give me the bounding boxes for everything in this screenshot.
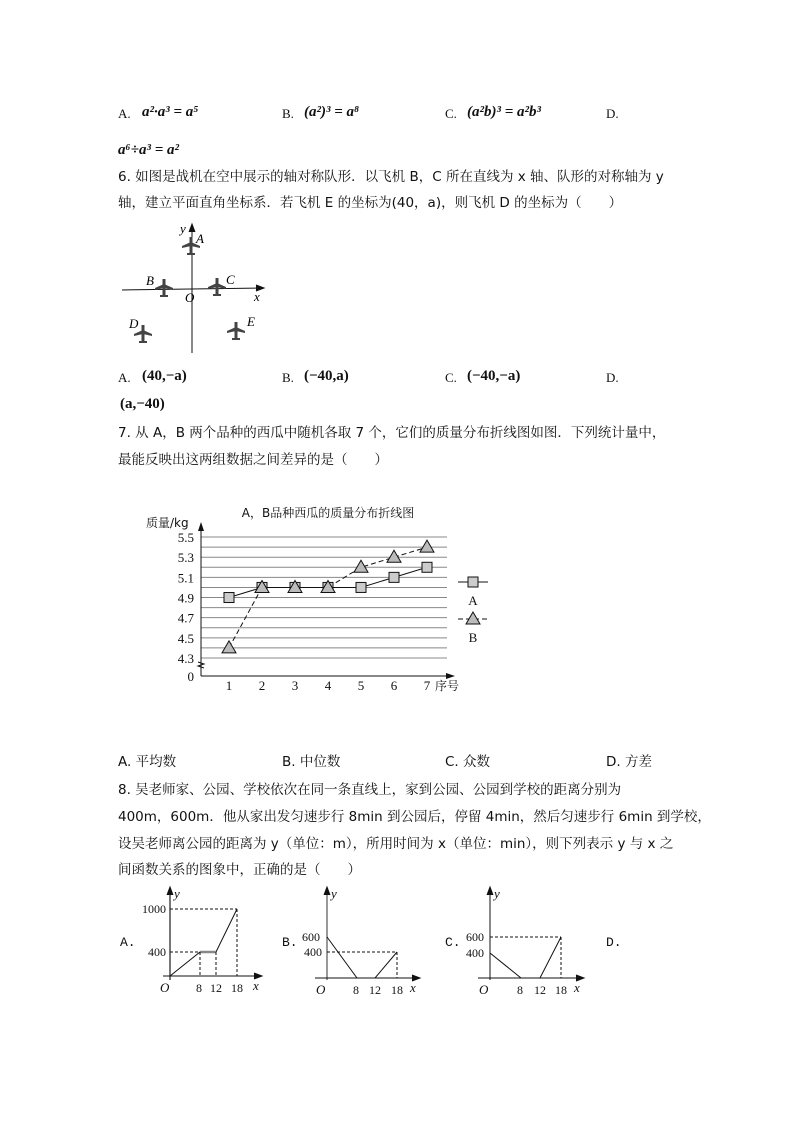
y-tick-label: 5.3 (177, 550, 194, 566)
x-tick-label: 2 (258, 678, 266, 693)
q7-option-a: A. 平均数 (118, 754, 177, 770)
watermelon-chart (146, 505, 488, 693)
fig6-b-label: B (146, 273, 154, 288)
graph-a-origin: O (160, 980, 170, 995)
graph-b-ytick-600: 600 (302, 930, 320, 944)
q6-stem-line1: 6. 如图是战机在空中展示的轴对称队形．以飞机 B，C 所在直线为 x 轴、队形的对称轴为 y (118, 169, 664, 185)
q7-stem-line2: 最能反映出这两组数据之间差异的是（ ） (118, 452, 388, 468)
q6-option-b-expr: (−40,a) (304, 368, 349, 384)
q8-option-c-label: C. (445, 935, 461, 950)
q6-option-d-label: D. (606, 370, 619, 385)
graph-b-xtick-18: 18 (391, 983, 403, 997)
graph-b (315, 887, 420, 981)
plane-c-icon (208, 278, 226, 296)
q5-option-d-label: D. (606, 106, 619, 121)
graph-a-ytick-1000: 1000 (142, 902, 166, 916)
q5-option-c-label: C. (445, 106, 457, 121)
q8-stem-line3: 设吴老师离公园的距离为 y（单位：m），所用时间为 x（单位：min），则下列表示 y 与 x 之 (118, 836, 674, 852)
q5-option-b-label: B. (282, 106, 294, 121)
q6-option-c-label: C. (445, 370, 457, 385)
series-a-point (422, 562, 432, 572)
q5-option-d-expr: a⁶÷a³ = a² (118, 142, 179, 158)
graph-b-ytick-400: 400 (304, 945, 322, 959)
graph-c-ytick-600: 600 (466, 930, 484, 944)
q6-option-c-expr: (−40,−a) (467, 368, 521, 384)
fig6-d-label: D (129, 316, 139, 331)
q8-stem-line1: 8. 吴老师家、公园、学校依次在同一条直线上，家到公园、公园到学校的距离分别为 (118, 782, 622, 798)
fig6-c-label: C (226, 272, 235, 287)
graph-c (478, 887, 584, 981)
x-axis-label: 序号 (435, 679, 460, 693)
y-tick-label: 0 (187, 669, 194, 684)
graph-c-origin: O (479, 982, 489, 997)
q7-stem-line1: 7. 从 A，B 两个品种的西瓜中随机各取 7 个，它们的质量分布折线图如图．下列统计量中， (118, 425, 666, 441)
y-tick-label: 4.5 (177, 630, 194, 646)
axis-break (198, 662, 204, 668)
q6-option-b-label: B. (282, 370, 294, 385)
q8-stem-line2: 400m，600m．他从家出发匀速步行 8min 到公园后，停留 4min，然后匀速步行 6min 到学校， (118, 809, 711, 825)
graph-b-y-label: y (331, 886, 337, 901)
fig6-a-label: A (196, 231, 204, 246)
plane-e-icon (227, 322, 245, 340)
y-tick-label: 5.5 (177, 530, 194, 546)
graph-a-xtick-18: 18 (231, 981, 243, 995)
legend-b-marker (466, 612, 480, 624)
y-tick-label: 4.9 (177, 590, 194, 606)
graph-c-xtick-8: 8 (517, 983, 523, 997)
y-tick-label: 4.7 (177, 610, 194, 626)
graph-a-xtick-12: 12 (210, 981, 222, 995)
q8-option-b-label: B. (282, 935, 298, 950)
graph-c-xtick-12: 12 (534, 983, 546, 997)
y-tick-label: 5.1 (177, 570, 194, 586)
y-tick-label: 4.3 (177, 651, 194, 666)
graph-c-ytick-400: 400 (466, 946, 484, 960)
plane-b-icon (155, 279, 173, 297)
y-axis-label: 质量/kg (146, 516, 189, 530)
series-a-point (356, 582, 366, 592)
series-b-point (222, 641, 236, 653)
q7-option-c: C. 众数 (445, 754, 491, 770)
fig6-y-label: y (180, 221, 186, 236)
x-tick-label: 1 (225, 678, 233, 693)
q6-option-a-expr: (40,−a) (142, 368, 187, 384)
q7-option-d: D. 方差 (606, 754, 652, 770)
graph-c-xtick-18: 18 (555, 983, 567, 997)
legend-a-marker (468, 577, 478, 587)
graph-b-origin: O (316, 982, 326, 997)
legend-b-label: B (468, 630, 478, 645)
q5-option-a-expr: a²·a³ = a⁵ (142, 104, 199, 120)
series-a-point (224, 593, 234, 603)
q6-stem-line2: 轴，建立平面直角坐标系．若飞机 E 的坐标为(40，a)，则飞机 D 的坐标为（ ） (118, 195, 623, 211)
q6-option-a-label: A. (118, 370, 131, 385)
graph-c-x-label: x (574, 980, 580, 995)
q8-stem-line4: 间函数关系的图象中，正确的是（ ） (118, 862, 361, 878)
graph-c-y-label: y (494, 886, 500, 901)
series-a-point (389, 572, 399, 582)
chart-title: A，B品种西瓜的质量分布折线图 (241, 506, 415, 520)
fig6-e-label: E (247, 314, 255, 329)
series-b-point (387, 550, 401, 562)
graph-b-x-label: x (410, 980, 416, 995)
graph-a-y-label: y (174, 886, 180, 901)
x-tick-label: 4 (324, 678, 332, 693)
q5-option-c-expr: (a²b)³ = a²b³ (467, 104, 542, 120)
graph-a-x-label: x (253, 978, 259, 993)
q8-option-d-label: D. (606, 935, 622, 950)
q5-option-a-label: A. (118, 106, 131, 121)
q8-option-a-label: A. (120, 935, 136, 950)
x-tick-label: 7 (423, 678, 431, 693)
graph-a-ytick-400: 400 (148, 945, 166, 959)
fig6-origin-label: O (185, 290, 195, 305)
q5-option-b-expr: (a²)³ = a⁸ (304, 104, 360, 120)
q7-option-b: B. 中位数 (282, 754, 341, 770)
q6-option-d-expr: (a,−40) (120, 396, 165, 412)
graph-b-xtick-12: 12 (369, 983, 381, 997)
legend-a-label: A (468, 593, 478, 608)
x-tick-label: 6 (390, 678, 398, 693)
fig6-x-label: x (254, 289, 260, 304)
graph-b-xtick-8: 8 (353, 983, 359, 997)
series-b-point (420, 540, 434, 552)
graph-a-xtick-8: 8 (196, 981, 202, 995)
x-tick-label: 3 (291, 678, 299, 693)
x-tick-label: 5 (357, 678, 365, 693)
y-axis-arrow (198, 522, 204, 531)
